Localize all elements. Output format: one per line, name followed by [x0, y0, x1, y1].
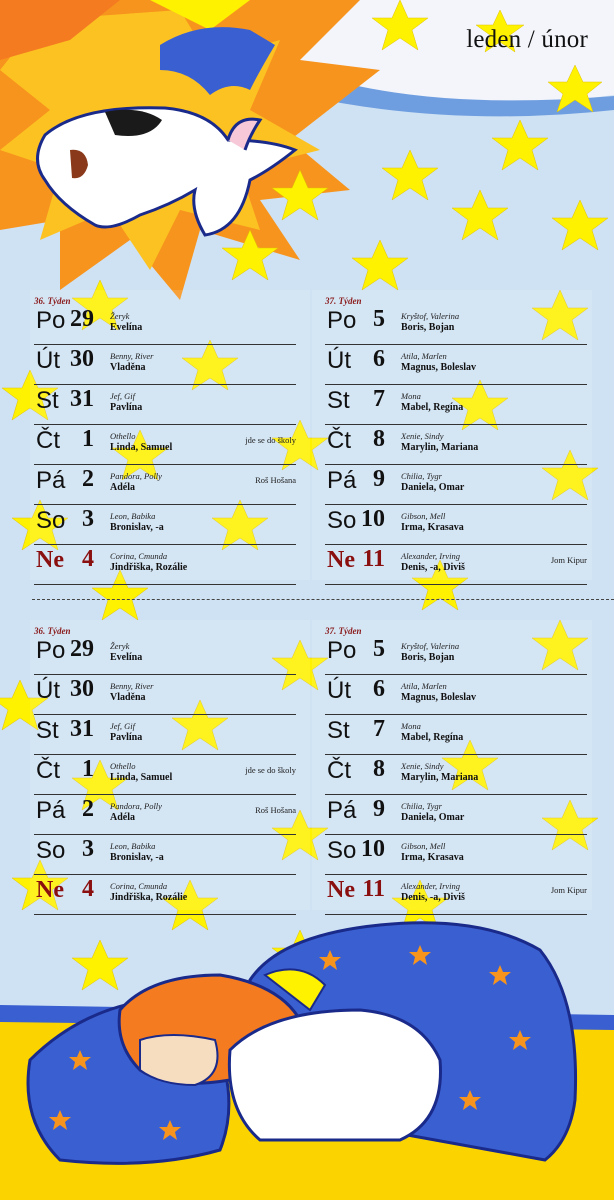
day-name: Čt: [327, 427, 351, 454]
nameday-alt: Benny, River: [110, 681, 154, 691]
nameday-main: Mabel, Regína: [401, 732, 464, 743]
day-number: 30: [70, 676, 94, 702]
day-name: Út: [36, 677, 60, 704]
day-name: Pá: [327, 797, 357, 824]
nameday-alt: Othello: [110, 431, 136, 441]
day-number: 31: [70, 716, 94, 742]
day-number: 1: [82, 756, 94, 782]
day-number: 11: [362, 546, 385, 572]
nameday-alt: Xenie, Sindy: [401, 761, 444, 771]
day-note: Jom Kipur: [550, 555, 587, 565]
day-name: Po: [36, 637, 66, 664]
day-number: 5: [373, 636, 385, 662]
nameday-main: Bronislav, -a: [110, 852, 164, 863]
day-row: [325, 304, 587, 345]
day-number: 2: [82, 466, 94, 492]
nameday-alt: Chilia, Tygr: [401, 801, 442, 811]
day-name: Čt: [36, 427, 60, 454]
nameday-alt: Mona: [401, 721, 421, 731]
day-number: 30: [70, 346, 94, 372]
day-name: So: [36, 507, 66, 534]
nameday-main: Boris, Bojan: [401, 322, 455, 333]
nameday-alt: Pandora, Polly: [110, 801, 162, 811]
cut-line-divider: [32, 599, 614, 600]
nameday-main: Mabel, Regína: [401, 402, 464, 413]
nameday-main: Marylin, Mariana: [401, 772, 479, 783]
nameday-main: Boris, Bojan: [401, 652, 455, 663]
day-note: Roš Hošana: [255, 475, 296, 485]
week-label: 36. Týden: [34, 296, 71, 306]
nameday-alt: Alexander, Irving: [401, 881, 461, 891]
day-number: 6: [373, 676, 385, 702]
day-name: St: [36, 387, 59, 414]
nameday-main: Irma, Krasava: [401, 522, 464, 533]
nameday-main: Daniela, Omar: [401, 812, 465, 823]
nameday-main: Magnus, Boleslav: [401, 692, 477, 703]
nameday-main: Evelína: [110, 652, 143, 663]
nameday-alt: Alexander, Irving: [401, 551, 461, 561]
nameday-alt: Benny, River: [110, 351, 154, 361]
day-number: 10: [361, 506, 385, 532]
day-name: So: [327, 837, 357, 864]
day-number: 8: [373, 756, 385, 782]
day-row: [325, 634, 587, 675]
day-name: Po: [327, 637, 357, 664]
day-name: Út: [36, 347, 60, 374]
day-name: Čt: [327, 757, 351, 784]
day-number: 1: [82, 426, 94, 452]
day-row-sunday: [325, 874, 587, 915]
nameday-alt: Corina, Cmunda: [110, 551, 168, 561]
nameday-main: Vladěna: [110, 362, 146, 373]
day-name: Út: [327, 677, 351, 704]
nameday-main: Daniela, Omar: [401, 482, 465, 493]
nameday-main: Denis, -a, Diviš: [401, 562, 465, 573]
day-name: Ne: [327, 547, 355, 573]
day-row: [325, 714, 587, 755]
nameday-alt: Žeryk: [110, 311, 130, 321]
day-name: St: [36, 717, 59, 744]
day-row: [34, 304, 296, 345]
day-row: [34, 344, 296, 385]
nameday-main: Evelína: [110, 322, 143, 333]
nameday-alt: Atila, Marlen: [401, 351, 447, 361]
day-name: Út: [327, 347, 351, 374]
day-row: [325, 384, 587, 425]
day-name: So: [327, 507, 357, 534]
day-number: 11: [362, 876, 385, 902]
nameday-main: Vladěna: [110, 692, 146, 703]
day-row: [34, 424, 296, 465]
nameday-main: Linda, Samuel: [110, 772, 173, 783]
day-row: [325, 794, 587, 835]
week-label: 37. Týden: [325, 296, 362, 306]
day-row: [34, 504, 296, 545]
nameday-main: Jindřiška, Rozálie: [110, 892, 188, 903]
day-number: 31: [70, 386, 94, 412]
nameday-main: Pavlína: [110, 732, 143, 743]
day-row: [325, 754, 587, 795]
nameday-alt: Othello: [110, 761, 136, 771]
nameday-alt: Žeryk: [110, 641, 130, 651]
day-name: St: [327, 387, 350, 414]
day-row: [34, 384, 296, 425]
day-row: [325, 464, 587, 505]
nameday-main: Adéla: [110, 812, 135, 823]
day-row: [325, 834, 587, 875]
day-row-sunday: [325, 544, 587, 585]
day-name: Pá: [36, 467, 66, 494]
nameday-alt: Atila, Marlen: [401, 681, 447, 691]
day-number: 29: [70, 306, 94, 332]
day-number: 6: [373, 346, 385, 372]
nameday-alt: Chilia, Tygr: [401, 471, 442, 481]
day-row: [34, 634, 296, 675]
day-note: jde se do školy: [245, 435, 296, 445]
day-row-sunday: [34, 874, 296, 915]
day-number: 8: [373, 426, 385, 452]
day-name: Ne: [36, 877, 64, 903]
month-title: leden / únor: [466, 26, 588, 53]
day-row: [34, 714, 296, 755]
nameday-alt: Leon, Babika: [110, 511, 156, 521]
nameday-main: Pavlína: [110, 402, 143, 413]
day-number: 3: [82, 836, 94, 862]
day-note: jde se do školy: [245, 765, 296, 775]
nameday-alt: Xenie, Sindy: [401, 431, 444, 441]
day-row: [34, 754, 296, 795]
day-note: Jom Kipur: [550, 885, 587, 895]
day-number: 5: [373, 306, 385, 332]
day-name: St: [327, 717, 350, 744]
day-number: 10: [361, 836, 385, 862]
day-row: [325, 674, 587, 715]
nameday-alt: Jef, Gif: [110, 721, 136, 731]
day-number: 9: [373, 466, 385, 492]
day-name: Ne: [327, 877, 355, 903]
nameday-main: Adéla: [110, 482, 135, 493]
nameday-alt: Corina, Cmunda: [110, 881, 168, 891]
day-number: 2: [82, 796, 94, 822]
day-name: Čt: [36, 757, 60, 784]
nameday-main: Denis, -a, Diviš: [401, 892, 465, 903]
day-row: [325, 424, 587, 465]
day-row: [34, 794, 296, 835]
day-number: 9: [373, 796, 385, 822]
week-label: 36. Týden: [34, 626, 71, 636]
day-name: Ne: [36, 547, 64, 573]
nameday-main: Marylin, Mariana: [401, 442, 479, 453]
day-number: 7: [373, 386, 385, 412]
day-row: [34, 464, 296, 505]
nameday-main: Bronislav, -a: [110, 522, 164, 533]
day-row: [34, 834, 296, 875]
nameday-alt: Kryštof, Valerina: [401, 641, 460, 651]
nameday-main: Magnus, Boleslav: [401, 362, 477, 373]
day-number: 4: [82, 876, 94, 902]
nameday-alt: Kryštof, Valerina: [401, 311, 460, 321]
nameday-alt: Mona: [401, 391, 421, 401]
week-label: 37. Týden: [325, 626, 362, 636]
day-note: Roš Hošana: [255, 805, 296, 815]
day-name: Po: [327, 307, 357, 334]
day-number: 29: [70, 636, 94, 662]
day-name: So: [36, 837, 66, 864]
day-number: 7: [373, 716, 385, 742]
day-row-sunday: [34, 544, 296, 585]
day-row: [34, 674, 296, 715]
nameday-alt: Pandora, Polly: [110, 471, 162, 481]
day-number: 3: [82, 506, 94, 532]
nameday-alt: Jef, Gif: [110, 391, 136, 401]
nameday-alt: Leon, Babika: [110, 841, 156, 851]
day-name: Pá: [36, 797, 66, 824]
day-number: 4: [82, 546, 94, 572]
day-name: Po: [36, 307, 66, 334]
nameday-alt: Gibson, Mell: [401, 841, 446, 851]
day-row: [325, 504, 587, 545]
day-name: Pá: [327, 467, 357, 494]
nameday-alt: Gibson, Mell: [401, 511, 446, 521]
nameday-main: Linda, Samuel: [110, 442, 173, 453]
nameday-main: Jindřiška, Rozálie: [110, 562, 188, 573]
nameday-main: Irma, Krasava: [401, 852, 464, 863]
day-row: [325, 344, 587, 385]
